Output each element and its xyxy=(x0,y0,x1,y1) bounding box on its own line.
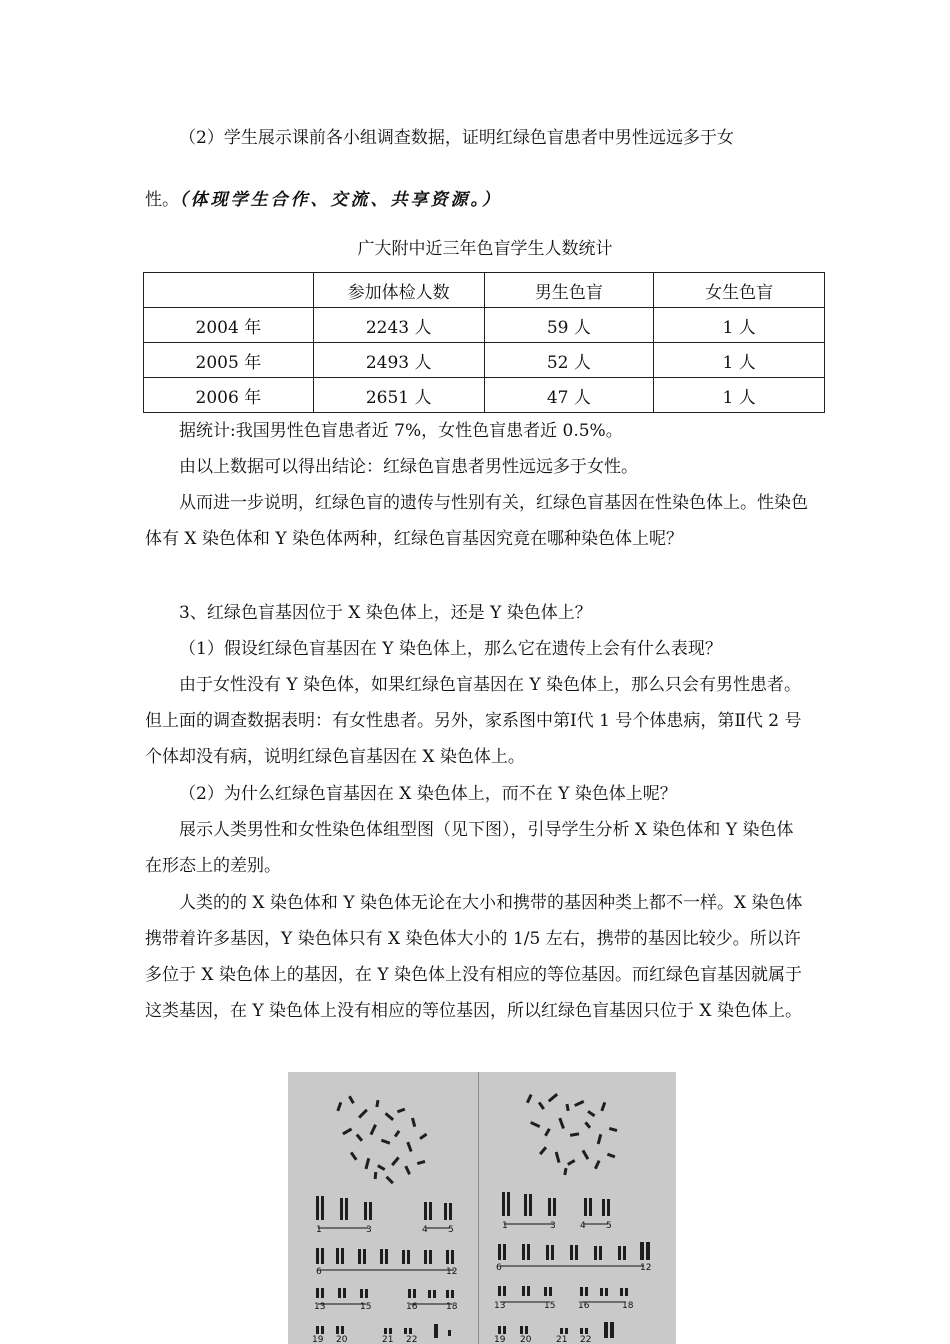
table-row xyxy=(144,343,825,378)
table-cell: 2651 人 xyxy=(313,378,484,413)
karyotype-figure xyxy=(288,1072,676,1344)
table-cell: 2005 年 xyxy=(144,343,314,378)
karyotype-label: 6 xyxy=(316,1267,322,1277)
answer-2: 展示人类男性和女性染色体组型图（见下图），引导学生分析 X 染色体和 Y 染色体在形态上的差别。 xyxy=(145,820,794,876)
karyotype-label: 4 xyxy=(422,1225,428,1235)
question-2: （2）为什么红绿色盲基因在 X 染色体上，而不在 Y 染色体上呢？ xyxy=(179,784,677,804)
paragraph-student-data: （2）学生展示课前各小组调查数据，证明红绿色盲患者中男性远远多于女 xyxy=(179,128,734,148)
y-chromosome xyxy=(448,1330,451,1336)
karyotype-label: 13 xyxy=(494,1301,506,1311)
x-chromosome-pair xyxy=(640,1242,644,1260)
paragraph-student-data-cont xyxy=(145,182,810,218)
table-header-cell xyxy=(144,273,314,308)
karyotype-label: 19 xyxy=(312,1335,324,1344)
table-cell: 1 人 xyxy=(654,308,825,343)
karyotype-label: 20 xyxy=(336,1335,348,1344)
paragraph-conclusion: 由以上数据可以得出结论：红绿色盲患者男性远远多于女性。 xyxy=(179,457,638,477)
paragraph-stat-note: 据统计:我国男性色盲患者近 7%，女性色盲患者近 0.5%。 xyxy=(179,421,623,441)
section-heading-3: 3、红绿色盲基因位于 X 染色体上，还是 Y 染色体上？ xyxy=(179,603,592,623)
karyotype-label: 22 xyxy=(580,1335,592,1344)
karyotype-label: 3 xyxy=(366,1225,372,1235)
table-cell: 2006 年 xyxy=(144,378,314,413)
karyotype-label: 4 xyxy=(580,1221,586,1231)
table-header-cell: 女生色盲 xyxy=(654,273,825,308)
karyotype-label: 5 xyxy=(448,1225,454,1235)
karyotype-label: 6 xyxy=(496,1263,502,1273)
karyotype-label: 15 xyxy=(360,1302,372,1312)
karyotype-label: 1 xyxy=(502,1221,508,1231)
female-row-3 xyxy=(498,1286,628,1302)
karyotype-label: 5 xyxy=(606,1221,612,1231)
karyotype-label: 13 xyxy=(314,1302,326,1312)
karyotype-label: 22 xyxy=(406,1335,418,1344)
female-karyotype-labels xyxy=(494,1221,651,1344)
karyotype-label: 20 xyxy=(520,1335,532,1344)
karyotype-label: 16 xyxy=(406,1302,418,1312)
karyotype-label: 12 xyxy=(446,1267,458,1277)
text-female: 性。 xyxy=(145,190,179,210)
table-cell: 1 人 xyxy=(654,378,825,413)
karyotype-illustration xyxy=(288,1072,676,1344)
table-cell: 52 人 xyxy=(484,343,654,378)
female-karyotype xyxy=(498,1192,650,1338)
table-cell: 59 人 xyxy=(484,308,654,343)
karyotype-label: 21 xyxy=(556,1335,568,1344)
karyotype-label: 15 xyxy=(544,1301,556,1311)
table-cell: 47 人 xyxy=(484,378,654,413)
table-cell: 1 人 xyxy=(654,343,825,378)
female-metaphase-spread xyxy=(526,1093,617,1175)
table-header-row xyxy=(144,273,825,308)
answer-3: 人类的的 X 染色体和 Y 染色体无论在大小和携带的基因种类上都不一样。X 染色体携带着许多基因，Y 染色体只有 X 染色体大小的 1/5 左右，携带的基因比较少。所以许多位于 X 染色体上的基因，在 Y 染色体上没有相应的等位基因。而红绿色盲基因就属于这类基因，在 Y 染色体上没有相应的等位基因，所以红绿色盲基因只位于 X 染色体上。 xyxy=(145,893,803,1021)
karyotype-label: 19 xyxy=(494,1335,506,1344)
colorblind-stats-table xyxy=(143,272,825,413)
emphasis-note: （体现学生合作、交流、共享资源。） xyxy=(179,190,502,210)
karyotype-label: 12 xyxy=(640,1263,652,1273)
karyotype-label: 18 xyxy=(446,1302,458,1312)
karyotype-label: 3 xyxy=(550,1221,556,1231)
table-row xyxy=(144,378,825,413)
answer-1: 由于女性没有 Y 染色体，如果红绿色盲基因在 Y 染色体上，那么只会有男性患者。但上面的调查数据表明：有女性患者。另外，家系图中第Ⅰ代 1 号个体患病，第Ⅱ代 2 号个体却没有病，说明红绿色盲基因在 X 染色体上。 xyxy=(145,675,802,767)
table-cell: 2004 年 xyxy=(144,308,314,343)
paragraph-further: 从而进一步说明，红绿色盲的遗传与性别有关，红绿色盲基因在性染色体上。性染色体有 X 染色体和 Y 染色体两种，红绿色盲基因究竟在哪种染色体上呢？ xyxy=(145,493,808,549)
table-row xyxy=(144,308,825,343)
male-row-2 xyxy=(316,1248,454,1270)
karyotype-label: 16 xyxy=(578,1301,590,1311)
male-metaphase-spread xyxy=(336,1096,427,1185)
table-header-cell: 男生色盲 xyxy=(484,273,654,308)
karyotype-label: 1 xyxy=(316,1225,322,1235)
female-row-2 xyxy=(498,1242,650,1266)
karyotype-label: 18 xyxy=(622,1301,634,1311)
table-cell: 2243 人 xyxy=(313,308,484,343)
male-row-1 xyxy=(316,1196,452,1228)
x-chromosome xyxy=(434,1324,438,1338)
table-cell: 2493 人 xyxy=(313,343,484,378)
table-header-cell: 参加体检人数 xyxy=(313,273,484,308)
question-1: （1）假设红绿色盲基因在 Y 染色体上，那么它在遗传上会有什么表现？ xyxy=(179,639,722,659)
karyotype-label: 21 xyxy=(382,1335,394,1344)
table-caption: 广大附中近三年色盲学生人数统计 xyxy=(357,239,613,259)
female-row-1 xyxy=(502,1192,610,1224)
male-karyotype xyxy=(316,1196,454,1338)
male-row-3 xyxy=(316,1288,454,1304)
